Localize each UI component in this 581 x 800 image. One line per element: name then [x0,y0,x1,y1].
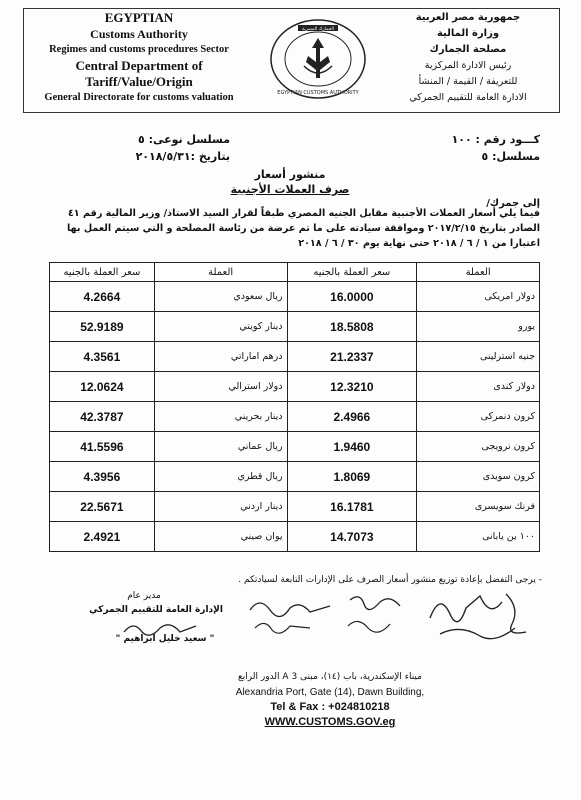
code-number: كـــود رقم : ١٠٠ [451,133,540,146]
hdr-en-line: General Directorate for customs valuation [44,92,234,103]
hdr-en-line: Customs Authority [90,27,188,41]
left-rate-cell: 4.2664 [50,282,155,312]
right-rate-cell: 16.0000 [287,282,417,312]
table-row [50,282,540,312]
signatory-signature [120,618,200,640]
left-rate-cell: 4.3561 [50,342,155,372]
col-header-rate: سعر العملة بالجنيه [50,263,155,282]
table-row [50,462,540,492]
handwritten-signatures [240,588,540,648]
right-currency-cell: دولار كندى [417,372,540,402]
bulletin-subtitle: صرف العملات الأجنبية [230,183,350,196]
hdr-ar-line: رئيس الادارة المركزية [424,60,512,71]
hdr-en-line: EGYPTIAN [104,10,174,25]
table-row [50,372,540,402]
signatory-name: " سعيد خليل ابراهيم " [115,634,215,644]
left-rate-cell: 4.3956 [50,462,155,492]
letterhead-arabic [380,10,556,106]
right-rate-cell: 18.5808 [287,312,417,342]
left-rate-cell: 12.0624 [50,372,155,402]
hdr-ar-line: الادارة العامة للتقييم الجمركي [409,92,527,103]
left-rate-cell: 22.5671 [50,492,155,522]
left-currency-cell: درهم اماراتي [154,342,287,372]
right-rate-cell: 12.3210 [287,372,417,402]
footer-address-english: Alexandria Port, Gate (14), Dawn Building, [235,687,425,698]
letterhead-english [24,10,254,106]
right-rate-cell: 2.4966 [287,402,417,432]
right-currency-cell: دولار امريكى [417,282,540,312]
table-header-row [50,263,540,282]
issue-date: بتاريخ :٢٠١٨/٥/٣١ [135,150,230,163]
right-rate-cell: 21.2337 [287,342,417,372]
right-rate-cell: 16.1781 [287,492,417,522]
right-currency-cell: كرون دنمركى [417,402,540,432]
table-row [50,402,540,432]
hdr-en-line: Central Department of [75,58,203,73]
typed-serial: مسلسل نوعى: ٥ [138,133,230,146]
left-currency-cell: دولار استرالي [154,372,287,402]
col-header-currency: العملة [417,263,540,282]
right-currency-cell: يورو [417,312,540,342]
exchange-rates-table [49,262,540,552]
left-currency-cell: ريال عماني [154,432,287,462]
left-currency-cell: ريال قطري [154,462,287,492]
footer-tel-fax: Tel & Fax : +024810218 [270,701,390,713]
addressee: إلى جمرك/ [486,198,540,209]
right-currency-cell: ١٠٠ ين يابانى [417,522,540,552]
seal-bottom-text: EGYPTIAN CUSTOMS AUTHORITY [277,90,359,96]
col-header-currency: العملة [154,263,287,282]
intro-paragraph: فيما يلي أسعار العملات الأجنبية مقابل الجنيه المصري طبقاً لقرار السيد الاستاذ/ وزير المالية رقم ٤١ الصادر بتاريخ ٢٠١٧/٢/١٥ وموافقة سيادته على ما تم عرضة من رئاسة المصلحة و التي سيتم العمل بها اعتبارا من ١ / ٦ / ٢٠١٨ حتى نهاية يوم ٣٠ / ٦ / ٢٠١٨ [66,208,540,249]
hdr-en-line: Tariff/Value/Origin [85,74,193,89]
hdr-ar-line: للتعريفة / القيمة / المنشأ [418,76,518,87]
left-currency-cell: دينار كويتي [154,312,287,342]
signatory-title: مدير عام [127,591,161,601]
table-row [50,432,540,462]
right-rate-cell: 14.7073 [287,522,417,552]
hdr-ar-line: وزارة المالية [436,28,500,39]
right-currency-cell: جنيه استرلينى [417,342,540,372]
left-rate-cell: 2.4921 [50,522,155,552]
left-currency-cell: دينار اردني [154,492,287,522]
hdr-ar-line: مصلحة الجمارك [429,44,507,55]
hdr-ar-line: جمهورية مصر العربية [415,12,521,23]
col-header-rate: سعر العملة بالجنيه [287,263,417,282]
left-rate-cell: 52.9189 [50,312,155,342]
bulletin-title: منشور أسعار [254,168,326,181]
hdr-en-line: Regimes and customs procedures Sector [49,44,229,55]
table-row [50,312,540,342]
footer-address-arabic: ميناء الإسكندرية، باب (١٤)، مبنى 3 A الدور الرابع [238,672,422,682]
table-row [50,522,540,552]
right-currency-cell: كرون سويدى [417,462,540,492]
right-currency-cell: فرنك سويسرى [417,492,540,522]
serial-number: مسلسل: ٥ [481,150,540,163]
right-rate-cell: 1.8069 [287,462,417,492]
left-rate-cell: 41.5596 [50,432,155,462]
footer-contact [210,670,450,730]
seal-top-text: الجمارك المصرية [301,27,335,32]
signatory-department: الإدارة العامة للتقييم الجمركي [89,605,223,615]
distribution-note: - يرجى التفضل بإعادة توزيع منشور أسعار الصرف على الإدارات التابعة لسيادتكم . [238,575,542,585]
table-row [50,492,540,522]
left-currency-cell: دينار بحريني [154,402,287,432]
table-row [50,342,540,372]
right-currency-cell: كرون نرويجى [417,432,540,462]
left-currency-cell: يوان صيني [154,522,287,552]
footer-website[interactable]: WWW.CUSTOMS.GOV.eg [264,716,396,728]
customs-seal-logo [268,18,368,100]
left-rate-cell: 42.3787 [50,402,155,432]
left-currency-cell: ريال سعودي [154,282,287,312]
right-rate-cell: 1.9460 [287,432,417,462]
